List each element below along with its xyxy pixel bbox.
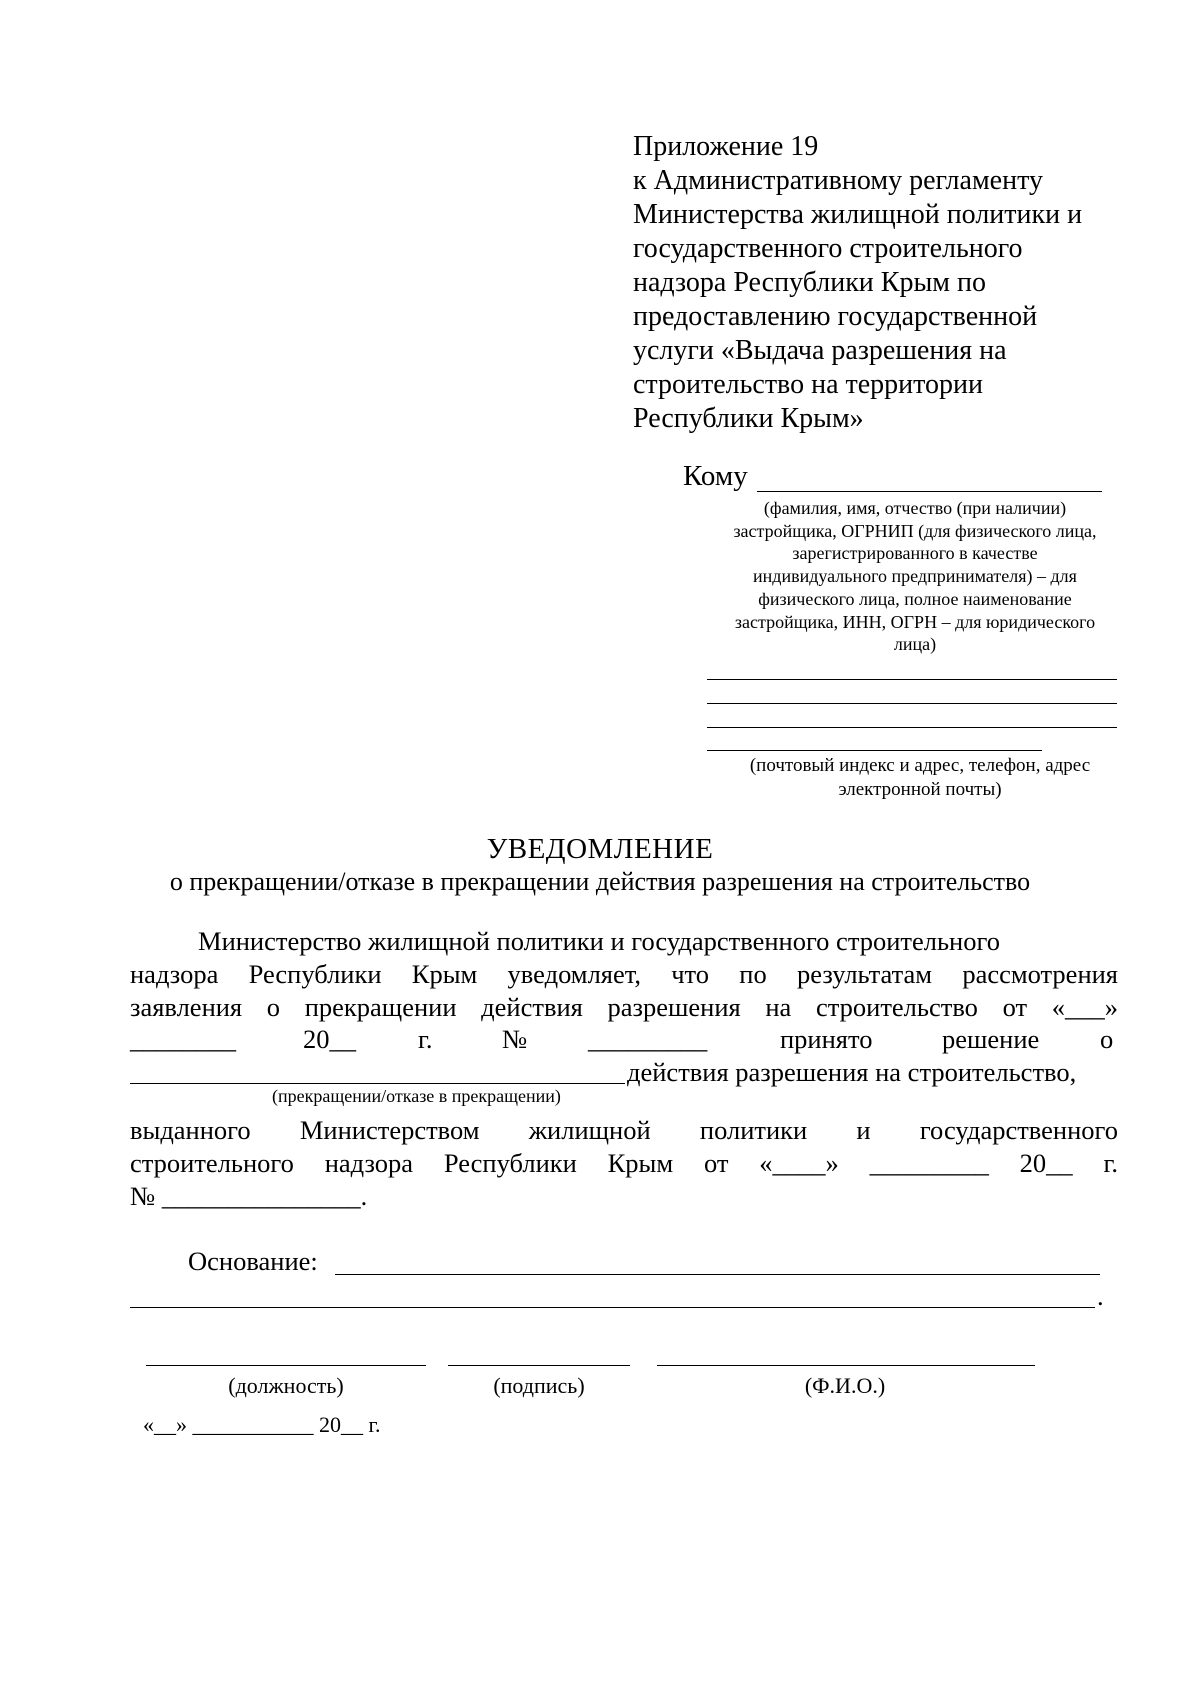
annex-line: строительство на территории	[633, 369, 983, 400]
annex-line: Приложение 19	[633, 131, 819, 162]
annex-line: предоставлению государственной	[633, 301, 1038, 332]
document-title: УВЕДОМЛЕНИЕ	[486, 833, 714, 865]
body-line-4-prinyato: принято	[780, 1024, 873, 1054]
position-label: (должность)	[228, 1373, 344, 1398]
hint-line: лица)	[893, 634, 937, 655]
recipient-address-hint	[720, 754, 1120, 802]
basis-label: Основание:	[188, 1246, 318, 1276]
position-line[interactable]	[146, 1365, 426, 1366]
signature-date[interactable]: «__» ___________ 20__ г.	[143, 1412, 381, 1437]
body-line-6: выданного Министерством жилищной политики и государственного	[130, 1115, 1118, 1145]
recipient-label: Кому	[683, 460, 748, 492]
signature-line[interactable]	[448, 1365, 630, 1366]
body-line-4-reshenie: решение	[942, 1024, 1040, 1054]
hint-line: физического лица, полное наименование	[758, 588, 1072, 609]
hint-line: электронной почты)	[838, 779, 1002, 800]
hint-line: зарегистрированного в качестве	[792, 543, 1038, 564]
body-line-4-g: г.	[418, 1024, 433, 1054]
basis-line-1[interactable]	[335, 1274, 1100, 1275]
fullname-label: (Ф.И.О.)	[804, 1373, 886, 1398]
decision-type-hint: (прекращении/отказе в прекращении)	[272, 1086, 561, 1106]
recipient-address-line-1[interactable]	[707, 679, 1117, 680]
recipient-address-line-2[interactable]	[707, 703, 1117, 704]
recipient-address-line-4[interactable]	[707, 750, 1042, 751]
body-line-1: Министерство жилищной политики и государственного строительного	[198, 926, 1000, 956]
body-line-8: № _______________.	[130, 1181, 368, 1211]
annex-block	[633, 130, 1093, 436]
hint-line: (почтовый индекс и адрес, телефон, адрес	[749, 755, 1091, 776]
recipient-address-line-3[interactable]	[707, 727, 1117, 728]
body-line-7: строительного надзора Республики Крым от «____» _________ 20__ г.	[130, 1148, 1118, 1178]
body-line-4-number-blank[interactable]: _________	[588, 1024, 708, 1054]
fullname-line[interactable]	[657, 1365, 1035, 1366]
hint-line: застройщика, ИНН, ОГРН – для юридического	[734, 611, 1096, 632]
body-line-4-year: 20__	[303, 1024, 356, 1054]
decision-type-line[interactable]	[130, 1083, 625, 1084]
basis-line-2[interactable]	[130, 1307, 1095, 1308]
body-line-3: заявления о прекращении действия разрешения на строительство от «___»	[130, 992, 1118, 1022]
recipient-name-line[interactable]	[757, 491, 1102, 492]
body-line-2: надзора Республики Крым уведомляет, что по результатам рассмотрения	[130, 959, 1118, 989]
annex-line: надзора Республики Крым по	[633, 267, 986, 298]
annex-line: к Административному регламенту	[633, 165, 1043, 196]
body-line-4-no: №	[502, 1024, 528, 1054]
hint-line: индивидуального предпринимателя) – для	[753, 566, 1077, 587]
document-subtitle: о прекращении/отказе в прекращении действия разрешения на строительство	[169, 867, 1031, 896]
hint-line: (фамилия, имя, отчество (при наличии)	[763, 498, 1067, 518]
basis-end-mark: .	[1097, 1281, 1104, 1311]
recipient-name-hint	[695, 497, 1135, 656]
annex-line: государственного строительного	[633, 233, 1023, 264]
body-line-4-date-blank[interactable]: ________	[130, 1024, 236, 1054]
annex-line: услуги «Выдача разрешения на	[633, 335, 1007, 366]
signature-label: (подпись)	[493, 1373, 585, 1398]
body-line-4-o: о	[1100, 1024, 1114, 1054]
annex-line: Республики Крым»	[633, 403, 864, 434]
annex-line: Министерства жилищной политики и	[633, 199, 1083, 230]
hint-line: застройщика, ОГРНИП (для физического лица,	[733, 520, 1097, 541]
body-line-5-tail: действия разрешения на строительство,	[627, 1057, 1077, 1087]
